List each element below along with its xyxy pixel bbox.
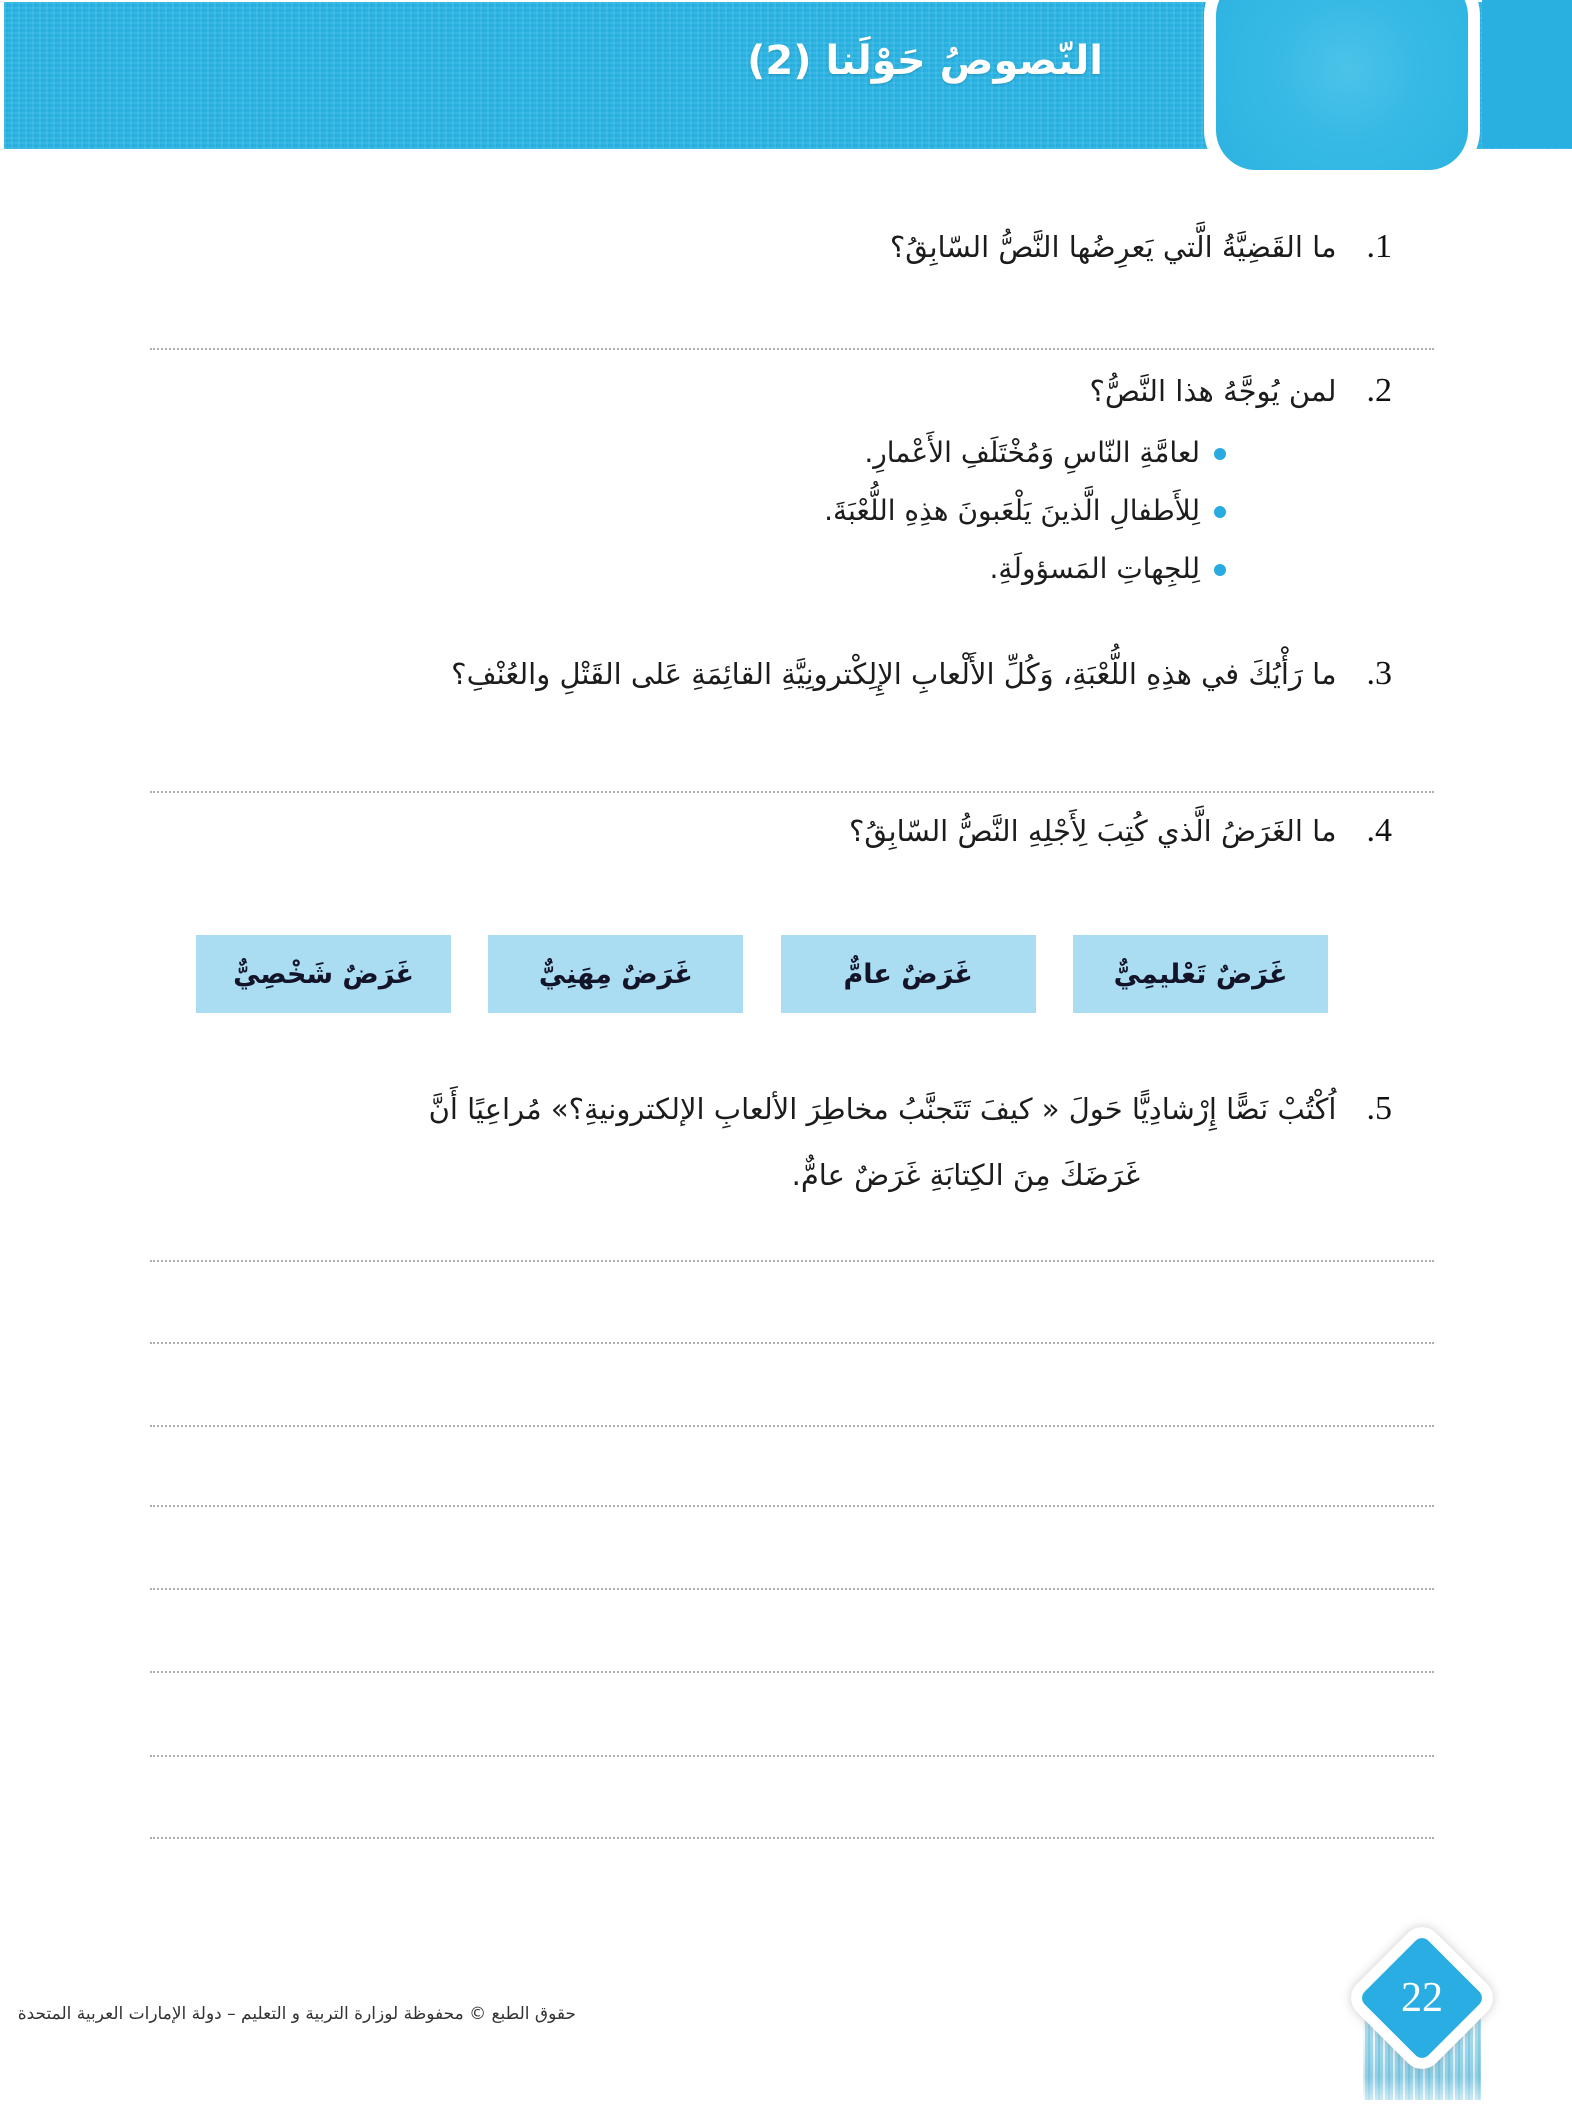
question-2-number: 2. <box>1366 372 1392 409</box>
answer-line[interactable] <box>150 1671 1434 1673</box>
bullet-icon <box>1214 506 1226 518</box>
answer-line[interactable] <box>150 1425 1434 1427</box>
answer-line[interactable] <box>150 1342 1434 1344</box>
page-number: 22 <box>1401 1975 1443 2021</box>
answer-line[interactable] <box>150 1588 1434 1590</box>
bullet-icon <box>1214 564 1226 576</box>
question-2-choice-3[interactable] <box>990 552 1226 585</box>
answer-line[interactable] <box>150 1755 1434 1757</box>
bullet-icon <box>1214 448 1226 460</box>
question-5-number: 5. <box>1366 1090 1392 1127</box>
question-5-text-line1: اُكْتُبْ نَصًّا إِرْشادِيًّا حَولَ « كيفَ تَتَجنَّبُ مخاطِرَ الألعابِ الإلكترونيةِ؟» مُراعِيًا أَنَّ <box>428 1092 1337 1126</box>
question-1-number: 1. <box>1366 228 1392 265</box>
question-2-choice-2[interactable] <box>824 494 1226 527</box>
answer-line[interactable] <box>150 1837 1434 1839</box>
choice-label: لعامَّةِ النّاسِ وَمُخْتَلَفِ الأَعْمارِ. <box>864 436 1200 469</box>
question-3 <box>451 655 1392 693</box>
question-4 <box>849 812 1392 850</box>
purpose-options-row <box>196 935 1328 1013</box>
answer-line[interactable] <box>150 348 1434 350</box>
question-5-text-line2: غَرَضَكَ مِنَ الكِتابَةِ غَرَضٌ عامٌّ. <box>791 1158 1140 1192</box>
question-2-text: لمن يُوجَّهُ هذا النَّصُّ؟ <box>1089 374 1337 408</box>
option-educational-purpose[interactable]: غَرَضٌ تَعْليمِيٌّ <box>1073 935 1328 1013</box>
question-5 <box>429 1090 1392 1128</box>
question-3-text: ما رَأْيُكَ في هذِهِ اللُّعْبَةِ، وَكُلِّ الأَلْعابِ الإِلِكْترونِيَّةِ القائِمَةِ عَلى القَتْلِ والعُنْفِ؟ <box>451 657 1337 691</box>
question-1-text: ما القَضِيَّةُ الَّتي يَعرِضُها النَّصُّ السّابِقُ؟ <box>889 230 1337 264</box>
choice-label: لِلجِهاتِ المَسؤولَةِ. <box>989 552 1200 585</box>
option-professional-purpose[interactable]: غَرَضٌ مِهَنِيٌّ <box>488 935 743 1013</box>
header-band-right-segment <box>1482 0 1572 148</box>
option-general-purpose[interactable]: غَرَضٌ عامٌّ <box>781 935 1036 1013</box>
water-photo-tile <box>1204 0 1480 182</box>
question-2 <box>1090 372 1393 410</box>
question-1 <box>890 228 1392 266</box>
copyright-notice: حقوق الطبع © محفوظة لوزارة التربية و التعليم – دولة الإمارات العربية المتحدة <box>17 2004 576 2024</box>
answer-line[interactable] <box>150 1260 1434 1262</box>
question-4-number: 4. <box>1366 812 1392 849</box>
question-4-text: ما الغَرَضُ الَّذي كُتِبَ لِأَجْلِهِ النَّصُّ السّابِقُ؟ <box>848 814 1337 848</box>
option-personal-purpose[interactable]: غَرَضٌ شَخْصِيٌّ <box>196 935 451 1013</box>
question-3-number: 3. <box>1366 655 1392 692</box>
page-title: النّصوصُ حَوْلَنا (2) <box>747 38 1103 84</box>
answer-line[interactable] <box>150 791 1434 793</box>
choice-label: لِلأَطفالِ الَّذينَ يَلْعَبونَ هذِهِ اللُّعْبَةَ. <box>824 494 1200 527</box>
answer-line[interactable] <box>150 1505 1434 1507</box>
question-2-choice-1[interactable] <box>864 436 1226 469</box>
